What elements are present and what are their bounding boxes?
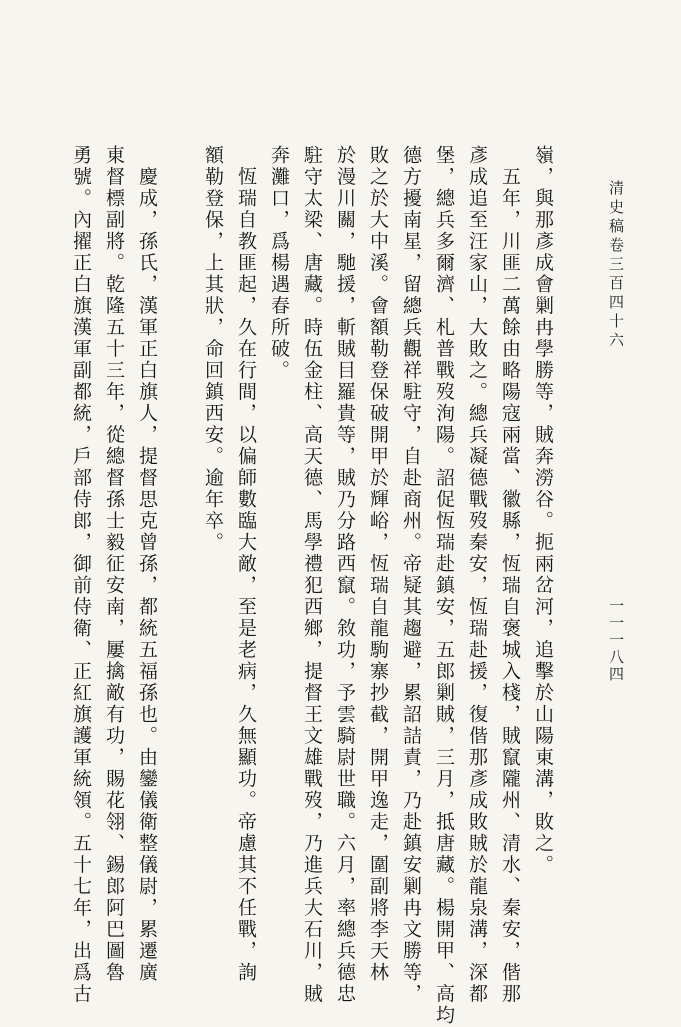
text-column-13: 東督標副將。乾隆五十三年，從總督孫士毅征安南，屢擒敵有功，賜花翎、錫郎阿巴圖魯 (103, 145, 125, 984)
text-column-12: 慶成，孫氏，漢軍正白旗人，提督思克曾孫，都統五福孫也。由鑾儀衛整儀尉，累遷廣 (136, 145, 158, 984)
text-column-9: 奔灘口，爲楊遇春所破。 (268, 145, 290, 382)
text-column-2: 五年，川匪二萬餘由略陽寇兩當、徽縣，恆瑞自褒城入棧，賊竄隴州、清水、秦安，偕那 (499, 145, 521, 1005)
page-number: 一一一八四 (607, 598, 625, 683)
text-column-8: 駐守太梁、唐藏。時伍金柱、高天德、馬學禮犯西鄉，提督王文雄戰歿，乃進兵大石川，賊 (301, 145, 323, 1005)
text-column-7: 於漫川關，馳援，斬賊目羅貴等，賊乃分路西竄。敘功，予雲騎尉世職。六月，率總兵德忠 (334, 145, 356, 1005)
text-column-4: 堡，總兵多爾濟、札普戰歿洵陽。詔促恆瑞赴鎮安，五郎剿賊，三月，抵唐藏。楊開甲、高均 (433, 145, 455, 1027)
running-header-title: 清史稿卷三百四十六 (607, 180, 625, 351)
text-column-6: 敗之於大中溪。會額勒登保破開甲於輝峪，恆瑞自龍駒寨抄截，開甲逸走，圍副將李天林 (367, 145, 389, 984)
text-column-14: 勇號。內擢正白旗漢軍副都統，戶部侍郎，御前侍衛、正紅旗護軍統領。五十七年，出爲古 (70, 145, 92, 1005)
text-column-11: 額勒登保，上其狀，命回鎮西安。逾年卒。 (202, 145, 224, 554)
text-column-1: 嶺，與那彥成會剿冉學勝等，賊奔澇谷。扼兩岔河，追擊於山陽東溝，敗之。 (532, 145, 554, 876)
text-column-5: 德方擾南星，留總兵觀祥駐守，自赴商州。帝疑其趨避，累詔詰責，乃赴鎮安剿冉文勝等， (400, 145, 422, 1005)
text-column-10: 恆瑞自教匪起，久在行間，以偏師數臨大敵，至是老病，久無顯功。帝慮其不任戰，詢 (235, 145, 257, 984)
text-column-3: 彥成追至汪家山，大敗之。總兵凝德戰歿秦安，恆瑞赴援，復偕那彥成敗賊於龍泉溝，深都 (466, 145, 488, 1005)
